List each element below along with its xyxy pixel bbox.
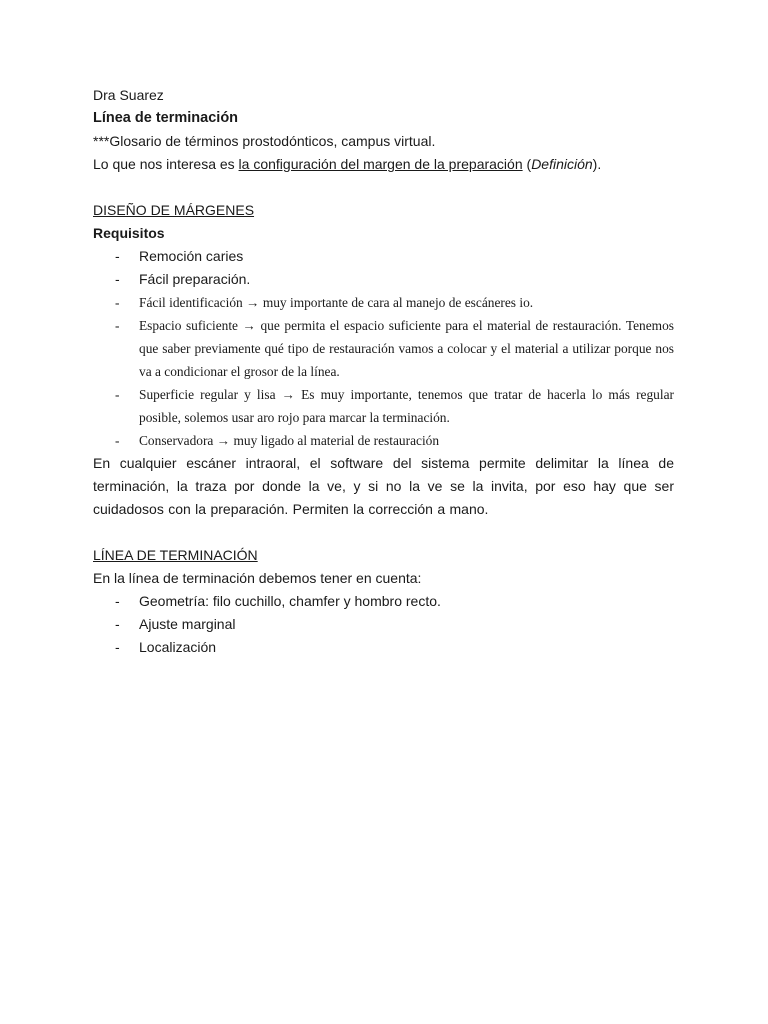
bullet-dash: - <box>115 387 120 402</box>
intro-prefix: Lo que nos interesa es <box>93 156 239 172</box>
list-item <box>93 383 674 429</box>
list-item <box>93 613 674 636</box>
bullet-dash: - <box>115 295 120 310</box>
list-item-text: Conservadora → muy ligado al material de restauración <box>139 433 440 448</box>
bullet-dash: - <box>115 616 120 632</box>
glossary-note: ***Glosario de términos prostodónticos, campus virtual. <box>93 133 436 149</box>
list-item <box>93 429 674 452</box>
list-item-text: Localización <box>139 639 217 655</box>
bullet-dash: - <box>115 639 120 655</box>
section1-paragraph: En cualquier escáner intraoral, el software del sistema permite delimitar la línea de terminación, la traza por donde la ve, y si no la ve se la invita, por eso hay que ser cuidadosos con la preparación. Permiten la corrección a mano. <box>93 455 674 517</box>
list-item-text: Fácil preparación. <box>139 271 251 287</box>
intro-definition: Definición <box>531 156 593 172</box>
section2-heading: LÍNEA DE TERMINACIÓN <box>93 547 258 563</box>
list-item <box>93 314 674 383</box>
spacer <box>93 176 674 199</box>
intro-line <box>93 153 674 176</box>
list-item <box>93 245 674 268</box>
list-item-text: Geometría: filo cuchillo, chamfer y hombro recto. <box>139 593 441 609</box>
section1-heading: DISEÑO DE MÁRGENES <box>93 202 255 218</box>
bullet-dash: - <box>115 248 120 264</box>
list-item-text: Fácil identificación → muy importante de cara al manejo de escáneres io. <box>139 295 534 310</box>
spacer <box>93 521 674 544</box>
document-page <box>93 84 674 659</box>
bullet-dash: - <box>115 433 120 448</box>
list-item-text: Espacio suficiente → que permita el espacio suficiente para el material de restauración. Tenemos que saber previamente qué tipo de restauración vamos a colocar y el material a utilizar porque nos va a condicionar el grosor de la línea. <box>139 318 674 379</box>
bullet-dash: - <box>115 271 120 287</box>
section2-intro: En la línea de terminación debemos tener en cuenta: <box>93 570 422 586</box>
list-item-text: Remoción caries <box>139 248 244 264</box>
author-line: Dra Suarez <box>93 87 164 103</box>
bullet-dash: - <box>115 318 120 333</box>
list-item-text: Ajuste marginal <box>139 616 236 632</box>
list-item <box>93 268 674 291</box>
list-item <box>93 590 674 613</box>
intro-suffix: ). <box>592 156 602 172</box>
document-title: Línea de terminación <box>93 110 239 126</box>
section1-subheading: Requisitos <box>93 225 165 241</box>
list-item-text: Superficie regular y lisa → Es muy importante, tenemos que tratar de hacerla lo más regular posible, solemos usar aro rojo para marcar la terminación. <box>139 387 674 425</box>
intro-mid: ( <box>522 156 532 172</box>
bullet-dash: - <box>115 593 120 609</box>
list-item <box>93 291 674 314</box>
intro-underlined-phrase: la configuración del margen de la preparación <box>238 156 523 172</box>
list-item <box>93 636 674 659</box>
